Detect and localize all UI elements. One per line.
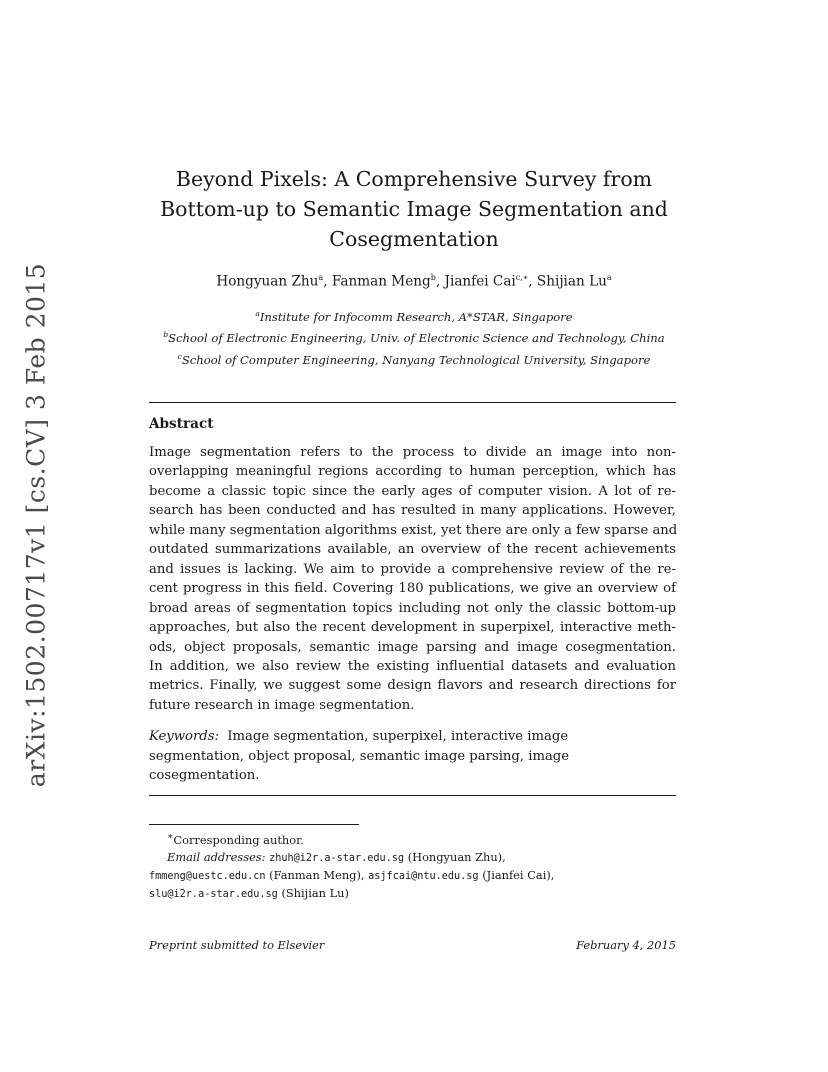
abstract-line: In addition, we also review the existing influential datasets and evaluation xyxy=(149,658,676,674)
affiliation-text: School of Computer Engineering, Nanyang Technological University, Singapore xyxy=(181,352,651,367)
email-owner: (Shijian Lu) xyxy=(281,885,349,900)
email-owner: (Jianfei Cai), xyxy=(482,867,555,882)
abstract-line: and issues is lacking. We aim to provide a comprehensive review of the re- xyxy=(149,561,676,577)
keywords-block xyxy=(149,727,676,786)
email-owner: (Hongyuan Zhu), xyxy=(407,849,506,864)
author-affil-mark: b xyxy=(430,273,436,282)
abstract-line: future research in image segmentation. xyxy=(149,697,415,713)
abstract-line: search has been conducted and has resulted in many applications. However, xyxy=(149,503,676,519)
submission-date: February 4, 2015 xyxy=(576,938,676,952)
abstract-line: metrics. Finally, we suggest some design flavors and research directions for xyxy=(149,678,676,694)
email-link[interactable]: slu@i2r.a-star.edu.sg xyxy=(149,888,278,900)
keywords-text: Image segmentation, superpixel, interactive image xyxy=(227,729,569,744)
abstract-line: cent progress in this field. Covering 180 publications, we give an overview of xyxy=(149,581,676,597)
abstract-line: overlapping meaningful regions according to human perception, which has xyxy=(149,464,676,480)
title-line: Cosegmentation xyxy=(329,227,499,251)
abstract-line: ods, object proposals, semantic image parsing and image cosegmentation. xyxy=(149,639,676,655)
affiliation xyxy=(0,305,828,326)
author-name: Shijian Lu xyxy=(536,273,607,290)
abstract-line: outdated summarizations available, an overview of the recent achievements xyxy=(149,542,676,558)
email-line xyxy=(149,885,689,903)
abstract-line: become a classic topic since the early ages of computer vision. A lot of re- xyxy=(149,483,676,499)
title-line: Bottom-up to Semantic Image Segmentation and xyxy=(160,197,668,221)
affiliation-list xyxy=(0,305,828,369)
abstract-body xyxy=(149,443,676,715)
author-list: Hongyuan Zhu$^a$, Fanman Meng$^b$, Jianfei Cai$^{c,∗}$, Shijian Lu$^a$ xyxy=(216,273,612,290)
email-line xyxy=(149,849,689,867)
abstract-bottom-rule xyxy=(149,795,676,796)
arxiv-identifier-stamp: arXiv:1502.00717v1 [cs.CV] 3 Feb 2015 xyxy=(21,262,51,788)
affiliation-text: School of Electronic Engineering, Univ. of Electronic Science and Technology, China xyxy=(168,331,665,346)
author-name: Fanman Meng xyxy=(331,273,431,290)
affiliation-mark: c xyxy=(177,351,182,361)
affiliation-text: Institute for Infocomm Research, A*STAR, Singapore xyxy=(259,309,573,324)
affiliation xyxy=(0,326,828,347)
email-link[interactable]: zhuh@i2r.a-star.edu.sg xyxy=(269,852,405,864)
abstract-line: broad areas of segmentation topics including not only the classic bottom-up xyxy=(149,600,676,616)
abstract-line: while many segmentation algorithms exist, yet there are only a few sparse and xyxy=(149,522,678,538)
keywords-line xyxy=(149,727,676,747)
affiliation-mark: a xyxy=(255,309,260,318)
preprint-note: Preprint submitted to Elsevier xyxy=(149,938,325,952)
affiliation-mark: b xyxy=(163,330,169,340)
author-affil-mark: c,∗ xyxy=(515,273,529,282)
abstract-heading: Abstract xyxy=(149,416,214,432)
corresponding-author-note xyxy=(149,828,689,849)
author-name: Jianfei Cai xyxy=(444,273,516,290)
abstract-line: Image segmentation refers to the process to divide an image into non- xyxy=(149,445,676,460)
email-link[interactable]: fmmeng@uestc.edu.cn xyxy=(149,870,266,882)
email-label: Email addresses: xyxy=(167,849,266,864)
keywords-line: segmentation, object proposal, semantic image parsing, image xyxy=(149,748,570,764)
email-owner: (Fanman Meng), xyxy=(269,867,365,882)
abstract-line: approaches, but also the recent development in superpixel, interactive meth- xyxy=(149,620,676,636)
corresponding-mark: ∗ xyxy=(167,831,174,842)
title-line: Beyond Pixels: A Comprehensive Survey from xyxy=(175,167,653,191)
email-line xyxy=(149,867,689,885)
keywords-label: Keywords: xyxy=(149,729,219,744)
affiliation xyxy=(0,348,828,369)
abstract-top-rule xyxy=(149,402,676,403)
footnote-rule xyxy=(149,824,359,825)
author-affil-mark: a xyxy=(606,273,612,282)
author-affil-mark: a xyxy=(318,273,324,282)
author-name: Hongyuan Zhu xyxy=(216,273,319,290)
email-link[interactable]: asjfcai@ntu.edu.sg xyxy=(368,870,479,882)
footnotes xyxy=(149,828,689,903)
corresponding-text: Corresponding author. xyxy=(173,832,304,847)
paper-title xyxy=(0,164,828,254)
keywords-line: cosegmentation. xyxy=(149,768,260,783)
